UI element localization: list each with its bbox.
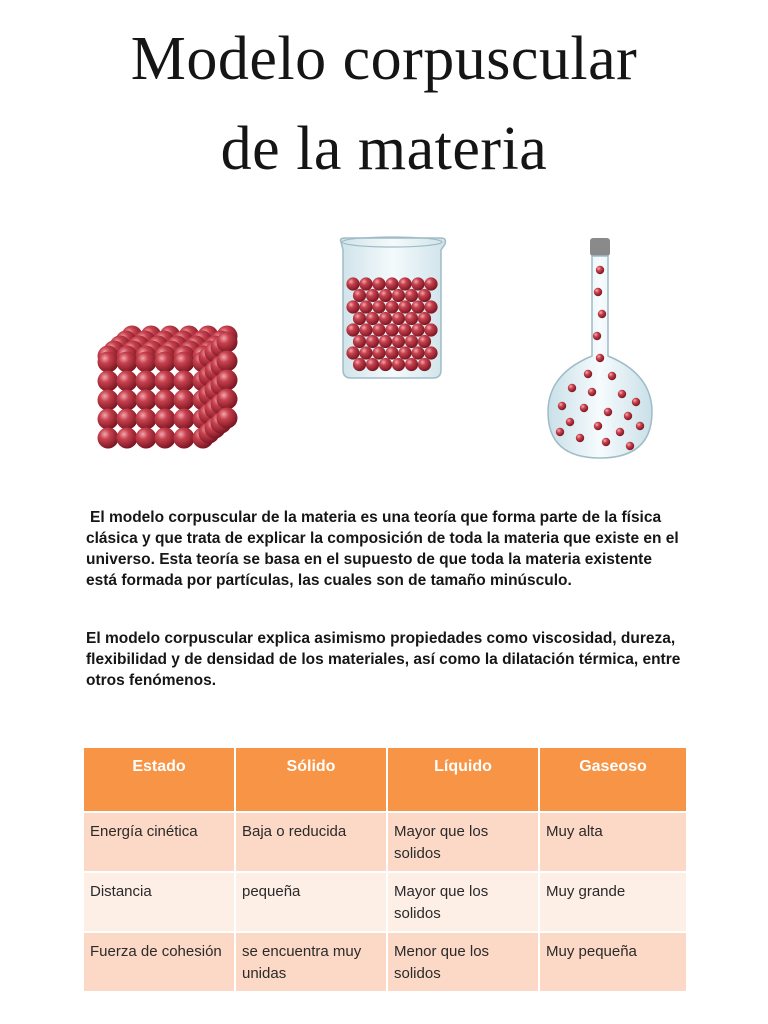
particle	[379, 289, 392, 302]
liquid-particles-beaker-image	[333, 232, 451, 382]
table-cell: Menor que los solidos	[387, 932, 539, 991]
table-cell: se encuentra muy unidas	[235, 932, 387, 991]
particle	[626, 442, 634, 450]
particle	[155, 352, 176, 373]
particle	[379, 335, 392, 348]
table-cell: pequeña	[235, 872, 387, 932]
particle	[98, 371, 119, 392]
particle	[366, 335, 379, 348]
particle	[418, 335, 431, 348]
table-cell: Energía cinética	[84, 812, 235, 872]
particle	[359, 277, 372, 290]
header-liquido: Líquido	[387, 748, 539, 812]
particle	[353, 358, 366, 371]
particle	[596, 354, 604, 362]
particle	[353, 289, 366, 302]
particle	[174, 371, 195, 392]
particle	[366, 312, 379, 325]
particle	[385, 346, 398, 359]
particle	[217, 332, 238, 353]
particle	[117, 428, 138, 449]
particle	[588, 388, 596, 396]
particle	[608, 372, 616, 380]
title-line-1: Modelo corpuscular	[130, 25, 638, 93]
particle	[372, 277, 385, 290]
particle	[424, 277, 437, 290]
particle	[346, 323, 359, 336]
particle	[353, 312, 366, 325]
particle	[372, 323, 385, 336]
particle	[636, 422, 644, 430]
particle	[379, 358, 392, 371]
particle	[624, 412, 632, 420]
particle	[398, 346, 411, 359]
particle	[392, 289, 405, 302]
table-cell: Fuerza de cohesión	[84, 932, 235, 991]
table-row	[84, 872, 686, 932]
particle	[632, 398, 640, 406]
header-estado: Estado	[84, 748, 235, 812]
particle	[136, 371, 157, 392]
particle	[398, 323, 411, 336]
table-cell: Mayor que los solidos	[387, 812, 539, 872]
particle	[379, 312, 392, 325]
particle	[580, 404, 588, 412]
particle	[136, 409, 157, 430]
particle	[392, 358, 405, 371]
particle	[359, 323, 372, 336]
particle	[217, 370, 238, 391]
particle	[174, 390, 195, 411]
particle	[217, 389, 238, 410]
header-gaseoso: Gaseoso	[539, 748, 686, 812]
particle	[576, 434, 584, 442]
particle	[117, 409, 138, 430]
table-cell: Distancia	[84, 872, 235, 932]
particle	[155, 428, 176, 449]
particle	[136, 390, 157, 411]
particle	[385, 300, 398, 313]
particle	[359, 300, 372, 313]
particle	[117, 352, 138, 373]
particle	[398, 300, 411, 313]
particle	[155, 390, 176, 411]
properties-paragraph: El modelo corpuscular explica asimismo propiedades como viscosidad, dureza, flexibilidad y de densidad de los materiales, así como la dilatación térmica, entre otros fenómenos.	[86, 630, 681, 689]
table-header-row	[84, 748, 686, 812]
particle	[98, 352, 119, 373]
particle	[385, 323, 398, 336]
table-cell: Muy grande	[539, 872, 686, 932]
particle	[411, 300, 424, 313]
particle	[372, 300, 385, 313]
table-cell: Mayor que los solidos	[387, 872, 539, 932]
particle	[424, 323, 437, 336]
particle	[217, 408, 238, 429]
title-line-2: de la materia	[220, 115, 548, 183]
particle	[117, 371, 138, 392]
table-cell: Muy pequeña	[539, 932, 686, 991]
particle	[174, 352, 195, 373]
particle	[411, 346, 424, 359]
particle	[418, 289, 431, 302]
solid-particles-cube-image	[96, 322, 246, 462]
states-comparison-table	[84, 748, 686, 991]
particle	[346, 300, 359, 313]
particle	[98, 390, 119, 411]
particle	[584, 370, 592, 378]
intro-paragraph: El modelo corpuscular de la materia es una teoría que forma parte de la física clásica y que trata de explicar la composición de toda la materia que existe en el universo. Esta teoría se basa en el supuesto de que toda la materia existente está formada por partículas, las cuales son de tamaño minúsculo.	[86, 509, 679, 589]
particle	[346, 277, 359, 290]
particle	[618, 390, 626, 398]
particle	[604, 408, 612, 416]
particle	[596, 266, 604, 274]
particle	[155, 409, 176, 430]
particle	[217, 351, 238, 372]
particle	[136, 428, 157, 449]
particle	[353, 335, 366, 348]
particle	[566, 418, 574, 426]
particle	[174, 409, 195, 430]
particle	[598, 310, 606, 318]
particle	[117, 390, 138, 411]
particle	[616, 428, 624, 436]
particle	[602, 438, 610, 446]
table-cell: Baja o reducida	[235, 812, 387, 872]
particle	[366, 289, 379, 302]
particle	[418, 358, 431, 371]
particle	[418, 312, 431, 325]
particle	[594, 288, 602, 296]
particle	[556, 428, 564, 436]
table-cell: Muy alta	[539, 812, 686, 872]
particle	[372, 346, 385, 359]
particle	[398, 277, 411, 290]
gas-particles-flask-image	[540, 236, 658, 464]
header-solido: Sólido	[235, 748, 387, 812]
particle	[136, 352, 157, 373]
particle	[405, 358, 418, 371]
particle	[558, 402, 566, 410]
particle	[359, 346, 372, 359]
particle	[405, 289, 418, 302]
particle	[405, 335, 418, 348]
particle	[411, 277, 424, 290]
particle	[411, 323, 424, 336]
particle	[366, 358, 379, 371]
table-row	[84, 812, 686, 872]
table-row	[84, 932, 686, 991]
particle	[98, 409, 119, 430]
particle	[346, 346, 359, 359]
particle	[568, 384, 576, 392]
particle	[98, 428, 119, 449]
particle	[424, 346, 437, 359]
particle	[424, 300, 437, 313]
particle	[405, 312, 418, 325]
particle	[174, 428, 195, 449]
particle	[593, 332, 601, 340]
particle	[392, 312, 405, 325]
particle	[594, 422, 602, 430]
particle	[155, 371, 176, 392]
particle	[392, 335, 405, 348]
particle	[385, 277, 398, 290]
